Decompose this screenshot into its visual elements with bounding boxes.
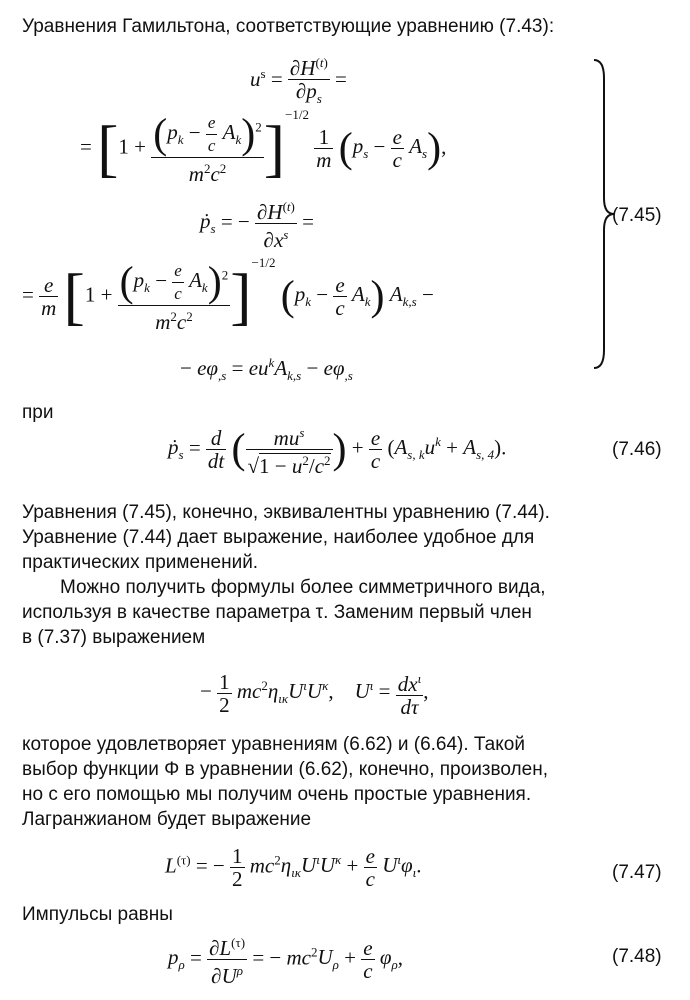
intro-text: Уравнения Гамильтона, соответствующие уравнению (7.43): [22,16,555,37]
paragraph-4: Импульсы равны [22,904,173,925]
eq745-line1: $u^s$ = $\frac{\partial H^{(t)}}{\partial p_s}$ = [250,52,347,110]
eq747-body: $L^{(\tau)}$ = − $\frac{1}{2}$ $mc^2\eta_{\iota\kappa}U^\iota U^\kappa$ + $\frac{e}{c}$ $U^\iota\varphi_\iota$. [165,844,422,891]
eq746-number: (7.46) [612,439,662,460]
eq745-line3: ṗ$_s$ = − $\frac{\partial H^{(t)}}{\partial x^s}$ = [200,196,314,251]
p3-line4: Лагранжианом будет выражение [22,809,312,830]
p2-line2: используя в качестве параметра τ. Заменим первый член [22,602,532,623]
eq748-body: $p_\rho$ = $\frac{\partial L^{(\tau)}}{\partial U^\rho}$ = − $mc^2U_\rho$ + $\frac{e}{c}$ $\varphi_\rho$, [168,932,403,987]
eq745-line2: = [1 + ($p_k$ − $\frac{e}{c}$ $A_k)^2$ $m^2c^2$ ]$^{-1/2}$ $\frac{1}{m}$ ($p_s$ − $\frac{e}{c}$ $A_s$), [80,107,447,186]
paragraph-2 [22,575,672,650]
p2-line1: Можно получить формулы более симметричного вида, [60,577,546,598]
paragraph-3 [22,732,672,832]
p1-line3: практических применений. [22,552,259,573]
equation-lagrange-term: − $\frac{1}{2}$ $mc^2\eta_{\iota\kappa}U^\iota U^\kappa$, $U^\iota$ = $\frac{dx^\iota}{d\tau}$ , [200,669,429,719]
eq745-line5: − $e\varphi_{,s} = eu^kA_{k,s} - e\varphi_{,s}$ [180,355,353,384]
eq745-number: (7.45) [612,205,662,226]
paragraph-1 [22,500,672,575]
eq745-line4: = $\frac{e}{m}$ [1 + ($p_k$ − $\frac{e}{c}$ $A_k)^2$ $m^2c^2$ ]$^{-1/2}$ ($p_k$ − $\frac{e}{c}$ $A_k$) $A_{k,s}$ − [22,255,434,334]
eq746-body: ṗ$_s$ = $\frac{d}{dt}$ ( $\frac{mu^s}{√1 - u^2/c^2}$ ) + $\frac{e}{c}$ $(A_{s, k}u^k + A_{s, 4})$. [168,422,506,477]
p3-line2: выбор функции Φ в уравнении (6.62), конечно, произволен, [22,759,548,780]
eq747-number: (7.47) [612,862,662,883]
eq748-number: (7.48) [612,946,662,967]
p2-line3: в (7.37) выражением [22,627,206,648]
p1-line2: Уравнение (7.44) дает выражение, наиболее удобное для [22,527,535,548]
p3-line3: но с его помощью мы получим очень простые уравнения. [22,784,532,805]
pri-text: при [22,402,54,423]
p1-line1: Уравнения (7.45), конечно, эквивалентны уравнению (7.44). [22,502,550,523]
p3-line1: которое удовлетворяет уравнениям (6.62) и (6.64). Такой [22,734,525,755]
